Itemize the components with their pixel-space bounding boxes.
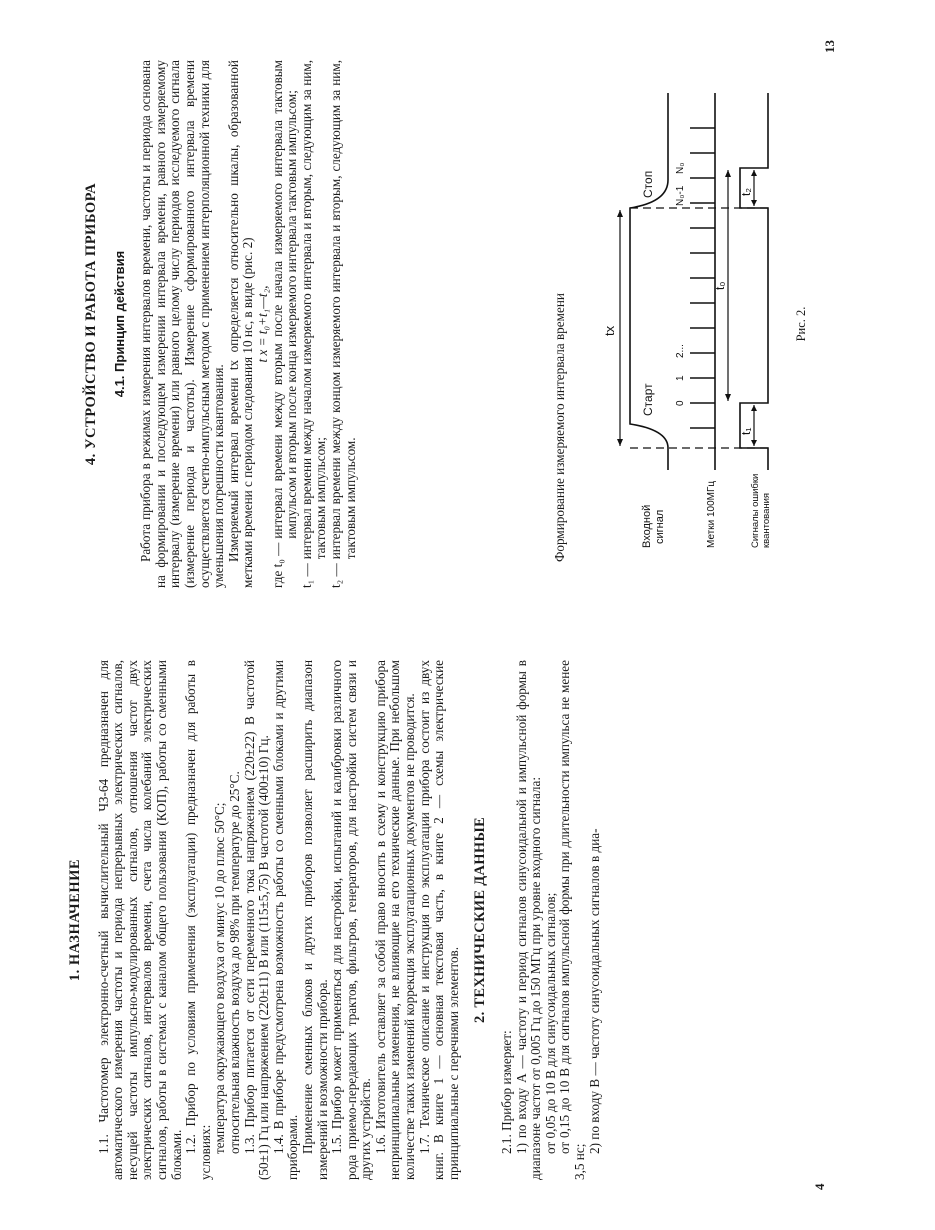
paragraph-1-3: 1.3. Прибор питается от сети переменного тока напряжением (220±22) В частотой (50±1) Гц или напряжением (220±11) В или (115±5,75) В частотой (400±10) Гц. — [241, 660, 272, 1180]
t2-label: t₂ — [739, 188, 753, 196]
tx-label: tx — [602, 325, 617, 336]
t1-label: t₁ — [739, 427, 753, 435]
input-signal-label: Входной — [641, 504, 653, 548]
tick-label-2: 2... — [675, 344, 686, 358]
formula: t x = t₀+t₁—t₂, — [254, 285, 270, 363]
page-4 — [0, 660, 935, 1190]
paragraph-1-5: 1.5. Прибор может применяться для настройки, испытаний и калибровки различного рода приемо-передающих трактов, фильтров, генераторов, для настройки систем связи и других устройств. — [329, 660, 374, 1180]
paragraph-blocks: Применение сменных блоков и других приборов позволяет расширить диапазон измерений и возможности прибора. — [299, 660, 330, 1180]
paragraph-sine-level: от 0,05 до 10 В для синусоидальных сигналов; — [542, 892, 558, 1154]
paragraph-interval: Измеряемый интервал времени tx определяется относительно шкалы, образованной метками времени с периодом следования 10 нс, в виде (рис. 2) — [225, 60, 256, 588]
page-13-text — [84, 60, 358, 588]
paragraph-pulse-level: от 0,15 до 10 В для сигналов импульсной формы при длительности импульса не менее 3,5 нс; — [557, 660, 587, 1180]
marks-label: Метки 100МГц — [706, 480, 717, 548]
start-label: Старт — [641, 383, 655, 416]
definition-text: интервал времени между концом измеряемого интервала и вторым, следующим за ним, тактовым импульсом. — [327, 60, 358, 560]
paragraph-principle: Работа прибора в режимах измерения интервалов времени, частоты и периода основана на формировании и последующем измерении интервала времени, равного измеряемому интервалу (измерение времени) или равного целому числу периодов исследуемого сигнала (измерение периода и частоты). Измерение сформированного интервала времени осуществляется счетно-импульсным методом с применением интерполяционной техники для уменьшения погрешности квантования. — [138, 60, 227, 588]
paragraph-1-2: 1.2. Прибор по условиям применения (эксплуатации) предназначен для работы в условиях: — [183, 660, 213, 1180]
tick-label-1: 1 — [675, 375, 686, 381]
figure-title: Формирование измеряемого интервала времени — [552, 293, 567, 562]
page-13 — [0, 40, 935, 588]
paragraph-2-1: 2.1. Прибор измеряет: — [499, 1030, 515, 1154]
paragraph-1-7: 1.7. Техническое описание и инструкция по эксплуатации прибора состоит из двух книг. В книге 1 — основная текстовая часть, в книге 2 — схемы электрические принципиальные с перечнями элементов. — [416, 660, 461, 1180]
definition-symbol: t₂ — — [327, 563, 343, 588]
definition-text: интервал времени между началом измеряемого интервала и вторым, следующим за ним, тактовым импульсом; — [298, 60, 329, 560]
paragraph-1-1: 1.1. Частотомер электронно-счетный вычислительный ЧЗ-64 предназначен для автоматического измерения частоты и периода непрерывных электрических сигналов, несущей частоты импульсно-модулированных сигналов, отношения частот двух электрических сигналов, интервалов времени, счета числа колебаний электрических сигналов, работы в системах с каналом общего пользования (КОП), работы со сменными блоками. — [95, 660, 184, 1180]
tick-label-0: 0 — [675, 400, 686, 406]
section-4-heading: 4. УСТРОЙСТВО И РАБОТА ПРИБОРА — [83, 182, 99, 466]
definition-t0 — [271, 60, 300, 588]
page-number: 4 — [812, 1183, 827, 1190]
section-2-heading: 2. ТЕХНИЧЕСКИЕ ДАННЫЕ — [472, 817, 489, 1023]
timing-diagram — [590, 78, 790, 548]
stop-label: Стоп — [641, 170, 655, 198]
definition-t2 — [329, 60, 358, 588]
subsection-4-1-heading: 4.1. Принцип действия — [111, 250, 127, 398]
paragraph-1-4: 1.4. В приборе предусмотрена возможность работы со сменными блоками и другими приборами. — [270, 660, 301, 1180]
definition-symbol: t₁ — — [298, 563, 314, 588]
page-number: 13 — [822, 40, 837, 53]
figure-caption: Рис. 2. — [794, 306, 808, 342]
definition-symbol: где t₀ — — [269, 542, 285, 588]
input-signal-label-2: сигнал — [654, 509, 666, 544]
quantization-label: Сигналы ошибки — [750, 473, 761, 548]
t0-label: t₀ — [713, 281, 727, 290]
page-4-text — [68, 660, 602, 1180]
section-1-heading: 1. НАЗНАЧЕНИЕ — [67, 858, 83, 982]
paragraph-input-b: 2) по входу В — частоту синусоидальных сигналов в диа- — [586, 828, 602, 1154]
paragraph-input-a: 1) по входу А — частоту и период сигналов синусоидальной и импульсной формы в диапазоне частот от 0,005 Гц до 150 МГц при уровне входного сигнала: — [513, 660, 544, 1180]
tick-label-n0: N₀ — [675, 162, 686, 174]
clock-marks — [690, 128, 715, 428]
quantization-label-2: квантования — [761, 492, 772, 548]
definition-text: интервал времени между вторым после начала измеряемого интервала тактовым импульсом и вторым после конца измеряемого интервала тактовым импульсом; — [269, 60, 300, 539]
tick-label-n0-minus-1: N₀-1 — [675, 185, 686, 206]
paragraph-temperature: температура окружающего воздуха от минус 10 до плюс 50°С; — [212, 802, 228, 1154]
paragraph-humidity: относительная влажность воздуха до 98% при температуре до 25°С. — [226, 771, 242, 1154]
definition-t1 — [300, 60, 329, 588]
paragraph-1-6: 1.6. Изготовитель оставляет за собой право вносить в схему и конструкцию прибора непринципиальные изменения, не влияющие на его технические данные. При небольшом количестве таких изменений коррекция эксплуатационных документов не проводится. — [372, 660, 418, 1180]
